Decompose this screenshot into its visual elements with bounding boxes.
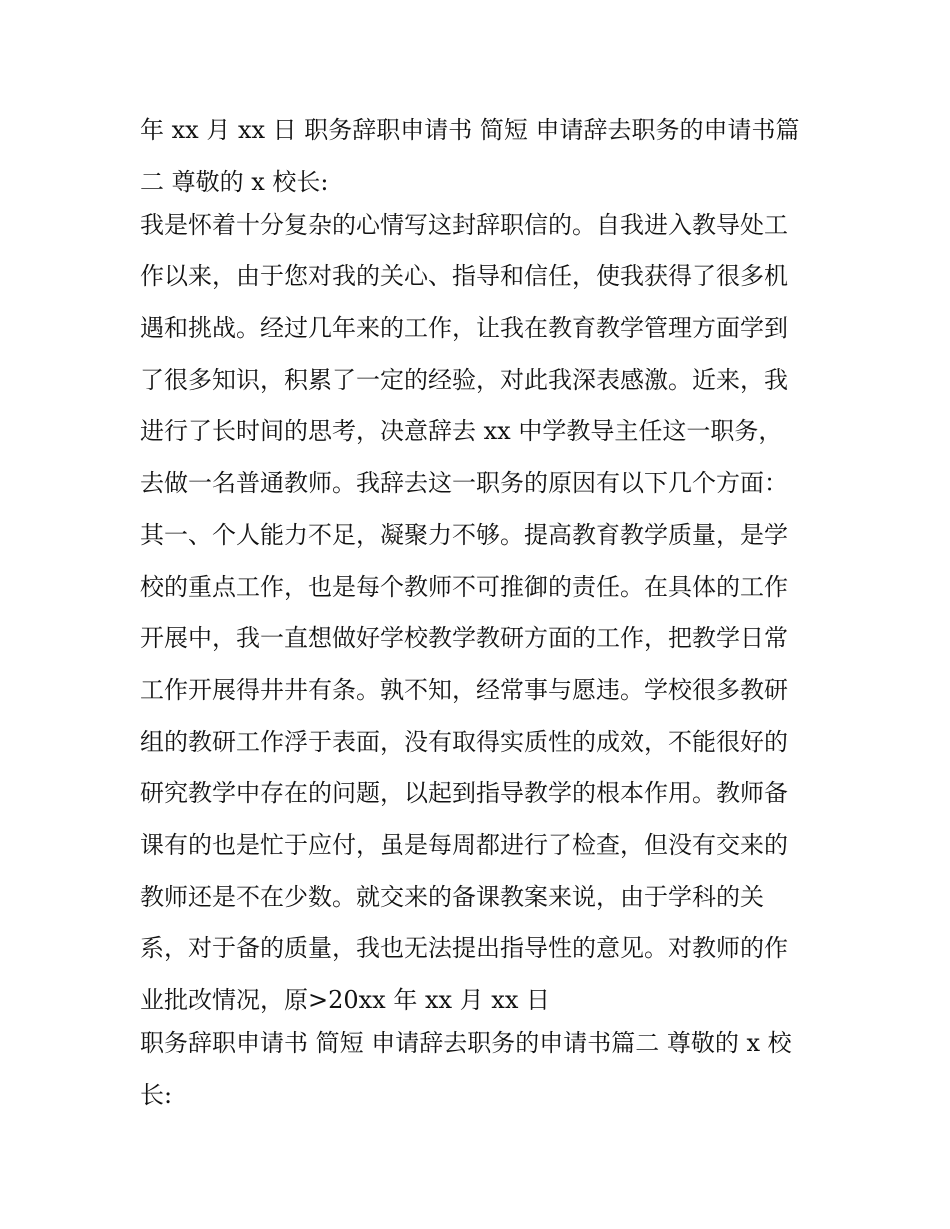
text-line: 系，对于备的质量，我也无法提出指导性的意见。对教师的作 [140, 934, 788, 963]
text-line: 开展中，我一直想做好学校教学教研方面的工作，把教学日常 [140, 624, 788, 653]
text-line: 遇和挑战。经过几年来的工作，让我在教育教学管理方面学到 [140, 314, 788, 343]
text-line: 组的教研工作浮于表面，没有取得实质性的成效，不能很好的 [140, 727, 788, 756]
text-line: 职务辞职申请书 简短 申请辞去职务的申请书篇二 尊敬的 x 校 [140, 1029, 792, 1057]
text-line: 了很多知识，积累了一定的经验，对此我深表感激。近来，我 [140, 365, 788, 394]
document-body [140, 108, 820, 1124]
text-line: 研究教学中存在的问题，以起到指导教学的根本作用。教师备 [140, 779, 788, 808]
text-line: 去做一名普通教师。我辞去这一职务的原因有以下几个方面： [140, 469, 788, 498]
text-line: 长: [140, 1080, 173, 1109]
text-line: 进行了长时间的思考，决意辞去 xx 中学教导主任这一职务， [140, 417, 783, 446]
text-line: 年 xx 月 xx 日 职务辞职申请书 简短 申请辞去职务的申请书篇 [140, 116, 800, 144]
text-line: 二 尊敬的 x 校长: [140, 167, 329, 196]
text-line: 我是怀着十分复杂的心情写这封辞职信的。自我进入教导处工 [140, 210, 788, 239]
text-line: 工作开展得井井有条。孰不知，经常事与愿违。学校很多教研 [140, 675, 788, 704]
text-line: 其一、个人能力不足，凝聚力不够。提高教育教学质量，是学 [140, 520, 788, 549]
text-line: 课有的也是忙于应付，虽是每周都进行了检查，但没有交来的 [140, 830, 788, 859]
text-line: 业批改情况，原>20xx 年 xx 月 xx 日 [140, 986, 551, 1014]
text-line: 教师还是不在少数。就交来的备课教案来说，由于学科的关 [140, 882, 764, 911]
text-line: 作以来，由于您对我的关心、指导和信任，使我获得了很多机 [140, 262, 788, 291]
text-line: 校的重点工作，也是每个教师不可推御的责任。在具体的工作 [140, 572, 788, 601]
